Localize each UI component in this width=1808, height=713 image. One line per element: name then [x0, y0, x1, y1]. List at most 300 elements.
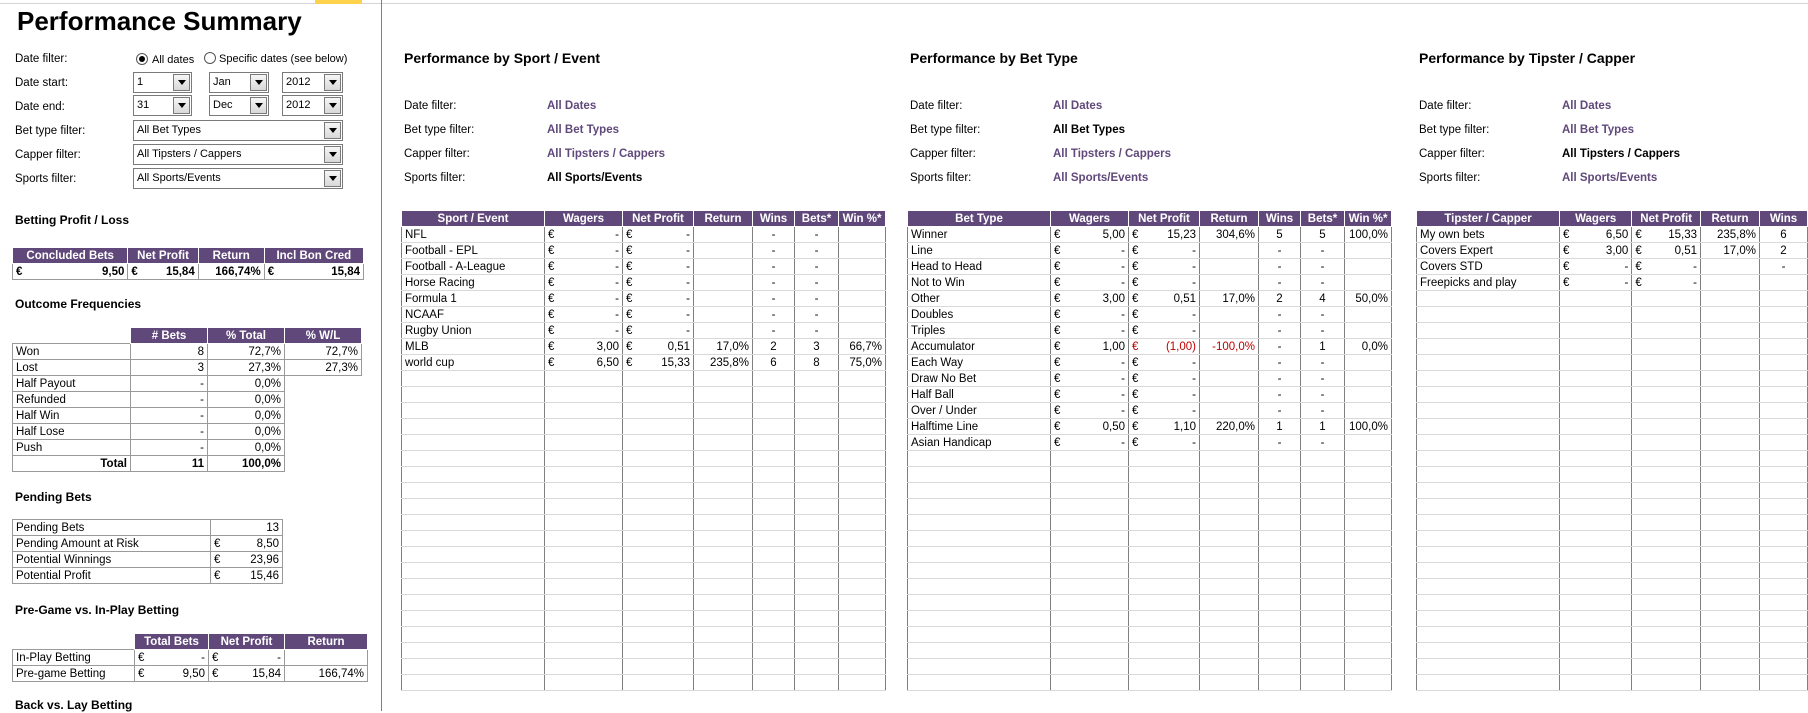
currency	[545, 371, 559, 387]
wagers-value	[1574, 467, 1632, 483]
currency	[1632, 547, 1646, 563]
net-profit-value: -	[1143, 323, 1200, 339]
wins-value	[1760, 371, 1808, 387]
net-value: 15,84	[223, 666, 285, 682]
currency: €	[623, 275, 637, 291]
chevron-down-icon[interactable]	[250, 97, 267, 114]
start-month-value: Jan	[213, 76, 231, 88]
net-profit-value	[1143, 515, 1200, 531]
return-value	[1200, 451, 1259, 467]
wagers-value: -	[1065, 275, 1129, 291]
table-row	[402, 611, 886, 627]
row-label: Football - EPL	[402, 243, 545, 259]
table-row	[1417, 291, 1808, 307]
wins-value	[1760, 419, 1808, 435]
row-label	[1417, 483, 1560, 499]
wagers-value	[559, 403, 623, 419]
wagers-value: -	[559, 323, 623, 339]
currency	[545, 515, 559, 531]
table-row	[908, 291, 1392, 307]
currency	[1632, 627, 1646, 643]
bets-value	[795, 371, 839, 387]
wins-value: 5	[1259, 227, 1301, 243]
currency: €	[1129, 387, 1143, 403]
wins-value: -	[1259, 259, 1301, 275]
net-profit-value	[1646, 627, 1701, 643]
bets-value: -	[131, 408, 208, 424]
table-row	[908, 339, 1392, 355]
currency	[1632, 387, 1646, 403]
wagers-value: 1,00	[1065, 339, 1129, 355]
currency	[1129, 515, 1143, 531]
row-label: Each Way	[908, 355, 1051, 371]
net-profit-value: -	[1143, 387, 1200, 403]
bets-value: 9,50	[149, 666, 209, 682]
end-year-value: 2012	[286, 99, 311, 111]
bets-value	[795, 515, 839, 531]
net-profit-value	[1646, 547, 1701, 563]
wagers-value	[1574, 595, 1632, 611]
currency	[1632, 323, 1646, 339]
net-profit-value	[1646, 371, 1701, 387]
table-row	[1417, 243, 1808, 259]
chevron-down-icon[interactable]	[324, 170, 341, 187]
currency: €	[1129, 435, 1143, 451]
backlay-title: Back vs. Lay Betting	[15, 698, 133, 712]
wins-value	[1760, 275, 1808, 291]
table-row	[402, 515, 886, 531]
currency	[623, 371, 637, 387]
wins-value	[1259, 467, 1301, 483]
net-profit-value: 15,33	[637, 355, 694, 371]
chevron-down-icon[interactable]	[324, 97, 341, 114]
sports-select[interactable]	[133, 168, 343, 189]
currency	[1051, 531, 1065, 547]
wagers-value: -	[1065, 387, 1129, 403]
net-profit-value	[637, 675, 694, 691]
net-profit-value	[1646, 323, 1701, 339]
net-profit-value	[1646, 515, 1701, 531]
chevron-down-icon[interactable]	[173, 97, 190, 114]
net-profit-value	[1143, 675, 1200, 691]
wagers-value	[1065, 547, 1129, 563]
filter-label: Capper filter:	[404, 148, 470, 160]
return-value	[1200, 275, 1259, 291]
betting-profit-table	[12, 247, 364, 280]
wins-value	[753, 403, 795, 419]
winpct-value	[839, 483, 886, 499]
bets-value	[1301, 643, 1345, 659]
wagers-value	[559, 659, 623, 675]
row-label	[1417, 627, 1560, 643]
row-label	[908, 515, 1051, 531]
return-value	[1701, 611, 1760, 627]
currency: €	[1051, 227, 1065, 243]
net-profit-value	[1143, 611, 1200, 627]
return-value	[694, 291, 753, 307]
currency	[1560, 451, 1574, 467]
winpct-value	[1345, 483, 1392, 499]
currency: €	[623, 243, 637, 259]
wins-value	[1760, 467, 1808, 483]
table-row	[908, 595, 1392, 611]
return-value	[1200, 387, 1259, 403]
wins-value: 2	[1760, 243, 1808, 259]
col-header: % W/L	[285, 328, 362, 344]
row-label	[402, 531, 545, 547]
filter-label: Capper filter:	[910, 148, 976, 160]
chevron-down-icon[interactable]	[324, 122, 341, 139]
wagers-value	[1574, 675, 1632, 691]
active-cell-indicator	[315, 0, 362, 4]
wagers-value	[1065, 659, 1129, 675]
start-year-select[interactable]	[282, 72, 343, 93]
net-profit-value	[1646, 387, 1701, 403]
table-row	[908, 611, 1392, 627]
currency	[1632, 371, 1646, 387]
net-profit-value: 0,51	[1143, 291, 1200, 307]
filter-value: All Dates	[1562, 100, 1612, 112]
col-header: Incl Bon Cred	[264, 248, 363, 264]
row-label: Halftime Line	[908, 419, 1051, 435]
currency	[545, 483, 559, 499]
return-value	[1701, 515, 1760, 531]
return-value	[1701, 451, 1760, 467]
row-label	[1417, 515, 1560, 531]
page-title: Performance Summary	[17, 6, 302, 36]
currency: €	[545, 275, 559, 291]
currency	[623, 483, 637, 499]
wins-value	[753, 371, 795, 387]
table-row	[1417, 339, 1808, 355]
capper-select[interactable]	[133, 144, 343, 165]
table-row	[1417, 259, 1808, 275]
col-header: Net Profit	[623, 211, 694, 227]
currency	[623, 659, 637, 675]
bets-value: -	[1301, 387, 1345, 403]
currency	[545, 419, 559, 435]
bets-value: -	[1301, 403, 1345, 419]
wagers-value	[1574, 499, 1632, 515]
currency	[1560, 291, 1574, 307]
row-label: Covers Expert	[1417, 243, 1560, 259]
wins-value	[753, 563, 795, 579]
table-row	[908, 387, 1392, 403]
spacer-cell	[13, 328, 131, 344]
filter-value: All Dates	[547, 100, 597, 112]
currency	[1632, 643, 1646, 659]
wagers-value	[1065, 515, 1129, 531]
wins-value	[1760, 339, 1808, 355]
winpct-value	[839, 387, 886, 403]
table-row	[13, 650, 368, 666]
currency	[623, 643, 637, 659]
net-profit-value	[637, 371, 694, 387]
chevron-down-icon[interactable]	[173, 74, 190, 91]
currency	[623, 467, 637, 483]
return-value	[1701, 259, 1760, 275]
total-value: 27,3%	[208, 360, 285, 376]
col-header: Return	[1701, 211, 1760, 227]
wins-value	[753, 387, 795, 403]
bets-value	[795, 499, 839, 515]
bets-value: 8	[131, 344, 208, 360]
return-value	[1200, 595, 1259, 611]
table-row	[13, 440, 362, 456]
wagers-value	[1574, 451, 1632, 467]
winpct-value	[1345, 499, 1392, 515]
return-value	[1701, 675, 1760, 691]
currency	[1632, 611, 1646, 627]
total-row	[13, 456, 362, 472]
end-month-select[interactable]	[209, 95, 269, 116]
wagers-value: -	[559, 259, 623, 275]
currency: €	[1632, 275, 1646, 291]
wins-value	[1259, 643, 1301, 659]
wins-value: -	[1259, 307, 1301, 323]
bets-value	[1301, 595, 1345, 611]
table-row	[908, 499, 1392, 515]
table-row	[908, 243, 1392, 259]
return-value: 17,0%	[1200, 291, 1259, 307]
table-row	[402, 355, 886, 371]
currency: €	[135, 666, 149, 682]
table-row	[908, 675, 1392, 691]
currency: €	[545, 243, 559, 259]
table-row	[1417, 307, 1808, 323]
start-day-select[interactable]	[133, 72, 192, 93]
net-profit-value	[1143, 563, 1200, 579]
table-row	[402, 419, 886, 435]
wins-value: -	[1259, 371, 1301, 387]
currency	[1560, 531, 1574, 547]
net-profit-value: -	[637, 323, 694, 339]
row-label	[1417, 371, 1560, 387]
net-profit-value: -	[637, 307, 694, 323]
table-row	[1417, 355, 1808, 371]
return-value	[1200, 563, 1259, 579]
wins-value	[753, 547, 795, 563]
table-row	[1417, 547, 1808, 563]
net-profit-value	[637, 627, 694, 643]
table-row	[1417, 371, 1808, 387]
bet-type-select[interactable]	[133, 120, 343, 141]
col-header: Sport / Event	[402, 211, 545, 227]
sports-filter-label: Sports filter:	[15, 173, 77, 185]
net-profit-value: 15,23	[1143, 227, 1200, 243]
outcome-title: Outcome Frequencies	[15, 297, 142, 311]
filter-label: Sports filter:	[910, 172, 972, 184]
row-label: Potential Profit	[13, 568, 211, 584]
pending-value: 23,96	[225, 552, 283, 568]
row-label	[1417, 499, 1560, 515]
table-row	[908, 403, 1392, 419]
return-value	[1701, 595, 1760, 611]
table-row	[1417, 643, 1808, 659]
row-label	[908, 531, 1051, 547]
start-month-select[interactable]	[209, 72, 269, 93]
end-day-select[interactable]	[133, 95, 192, 116]
sport-panel-title: Performance by Sport / Event	[404, 50, 601, 66]
net-profit-value: -	[637, 227, 694, 243]
net-profit-value	[1646, 675, 1701, 691]
col-header: Bet Type	[908, 211, 1051, 227]
wagers-value	[1574, 435, 1632, 451]
chevron-down-icon[interactable]	[324, 146, 341, 163]
column-divider	[381, 0, 382, 711]
row-label	[908, 547, 1051, 563]
wagers-value: 6,50	[1574, 227, 1632, 243]
row-label: Horse Racing	[402, 275, 545, 291]
return-value	[1200, 307, 1259, 323]
return-value	[1701, 355, 1760, 371]
currency	[545, 451, 559, 467]
return-value	[1701, 275, 1760, 291]
end-month-value: Dec	[213, 99, 233, 111]
return-value	[694, 531, 753, 547]
wins-value	[1760, 579, 1808, 595]
bets-value	[1301, 483, 1345, 499]
wins-value	[1760, 435, 1808, 451]
wins-value	[753, 595, 795, 611]
wagers-value: -	[1065, 403, 1129, 419]
net-profit-value	[1646, 483, 1701, 499]
table-row	[402, 659, 886, 675]
return-value	[1701, 563, 1760, 579]
table-row	[1417, 467, 1808, 483]
chevron-down-icon[interactable]	[250, 74, 267, 91]
return-value	[694, 467, 753, 483]
net-profit-value: -	[1143, 371, 1200, 387]
return-value	[1701, 419, 1760, 435]
specific-dates-radio[interactable]	[204, 52, 216, 64]
bets-value	[1301, 659, 1345, 675]
total-value: 0,0%	[208, 392, 285, 408]
col-header: Net Profit	[1632, 211, 1701, 227]
row-label	[1417, 595, 1560, 611]
bets-value: 8	[795, 355, 839, 371]
currency: €	[1560, 227, 1574, 243]
row-label: Line	[908, 243, 1051, 259]
wagers-value: 3,00	[559, 339, 623, 355]
col-header: Wagers	[1560, 211, 1632, 227]
bets-value	[795, 483, 839, 499]
return-value	[694, 371, 753, 387]
col-header: # Bets	[131, 328, 208, 344]
wagers-value: -	[1574, 275, 1632, 291]
bets-value	[1301, 467, 1345, 483]
bets-value: -	[1301, 435, 1345, 451]
bets-value: 3	[795, 339, 839, 355]
return-value: 17,0%	[1701, 243, 1760, 259]
currency	[1129, 595, 1143, 611]
row-label	[908, 627, 1051, 643]
bets-value	[1301, 675, 1345, 691]
net-profit-value: -	[637, 243, 694, 259]
winpct-value	[1345, 243, 1392, 259]
bets-value	[1301, 563, 1345, 579]
currency	[1129, 627, 1143, 643]
wins-value	[753, 611, 795, 627]
net-value: 15,84	[142, 264, 198, 280]
table-row	[13, 552, 283, 568]
table-row	[13, 264, 364, 280]
row-label	[402, 563, 545, 579]
wagers-value	[559, 435, 623, 451]
wins-value	[1259, 563, 1301, 579]
col-header: Return	[1200, 211, 1259, 227]
col-header: Wins	[1760, 211, 1808, 227]
filter-value: All Bet Types	[547, 124, 619, 136]
filter-label: Date filter:	[910, 100, 963, 112]
net-profit-value	[637, 595, 694, 611]
bets-value	[795, 595, 839, 611]
winpct-value: 66,7%	[839, 339, 886, 355]
wagers-value	[1065, 499, 1129, 515]
net-profit-value: -	[1646, 275, 1701, 291]
return-value	[694, 675, 753, 691]
wagers-value	[559, 595, 623, 611]
return-value	[1200, 659, 1259, 675]
row-label	[908, 451, 1051, 467]
row-label	[908, 643, 1051, 659]
return-value	[694, 259, 753, 275]
wagers-value: 3,00	[1574, 243, 1632, 259]
row-label	[908, 611, 1051, 627]
wins-value	[1259, 483, 1301, 499]
return-value	[1200, 355, 1259, 371]
return-value	[694, 275, 753, 291]
winpct-value	[839, 499, 886, 515]
bets-value	[795, 675, 839, 691]
currency	[545, 595, 559, 611]
net-profit-value	[637, 419, 694, 435]
row-label	[402, 643, 545, 659]
net-value: -	[223, 650, 285, 666]
filter-value: All Tipsters / Cappers	[547, 148, 666, 160]
net-profit-value	[637, 643, 694, 659]
bets-value	[795, 451, 839, 467]
wagers-value	[559, 419, 623, 435]
table-row	[13, 424, 362, 440]
bets-value: -	[795, 323, 839, 339]
currency: €	[211, 536, 225, 552]
bets-value: 11	[131, 456, 208, 472]
filter-value: All Tipsters / Cappers	[1562, 148, 1681, 160]
currency	[623, 387, 637, 403]
currency	[1560, 339, 1574, 355]
chevron-down-icon[interactable]	[324, 74, 341, 91]
return-value: 304,6%	[1200, 227, 1259, 243]
net-profit-value: -	[637, 275, 694, 291]
table-row	[1417, 323, 1808, 339]
table-row	[1417, 675, 1808, 691]
all-dates-radio[interactable]	[136, 53, 148, 65]
currency	[1560, 627, 1574, 643]
currency	[1560, 435, 1574, 451]
winpct-value	[839, 643, 886, 659]
row-label: Lost	[13, 360, 131, 376]
wins-value: -	[753, 259, 795, 275]
currency: €	[623, 291, 637, 307]
row-label: Half Win	[13, 408, 131, 424]
return-value	[694, 659, 753, 675]
currency	[1560, 643, 1574, 659]
bets-value: -	[131, 440, 208, 456]
end-year-select[interactable]	[282, 95, 343, 116]
wins-value	[753, 467, 795, 483]
wins-value	[1259, 579, 1301, 595]
